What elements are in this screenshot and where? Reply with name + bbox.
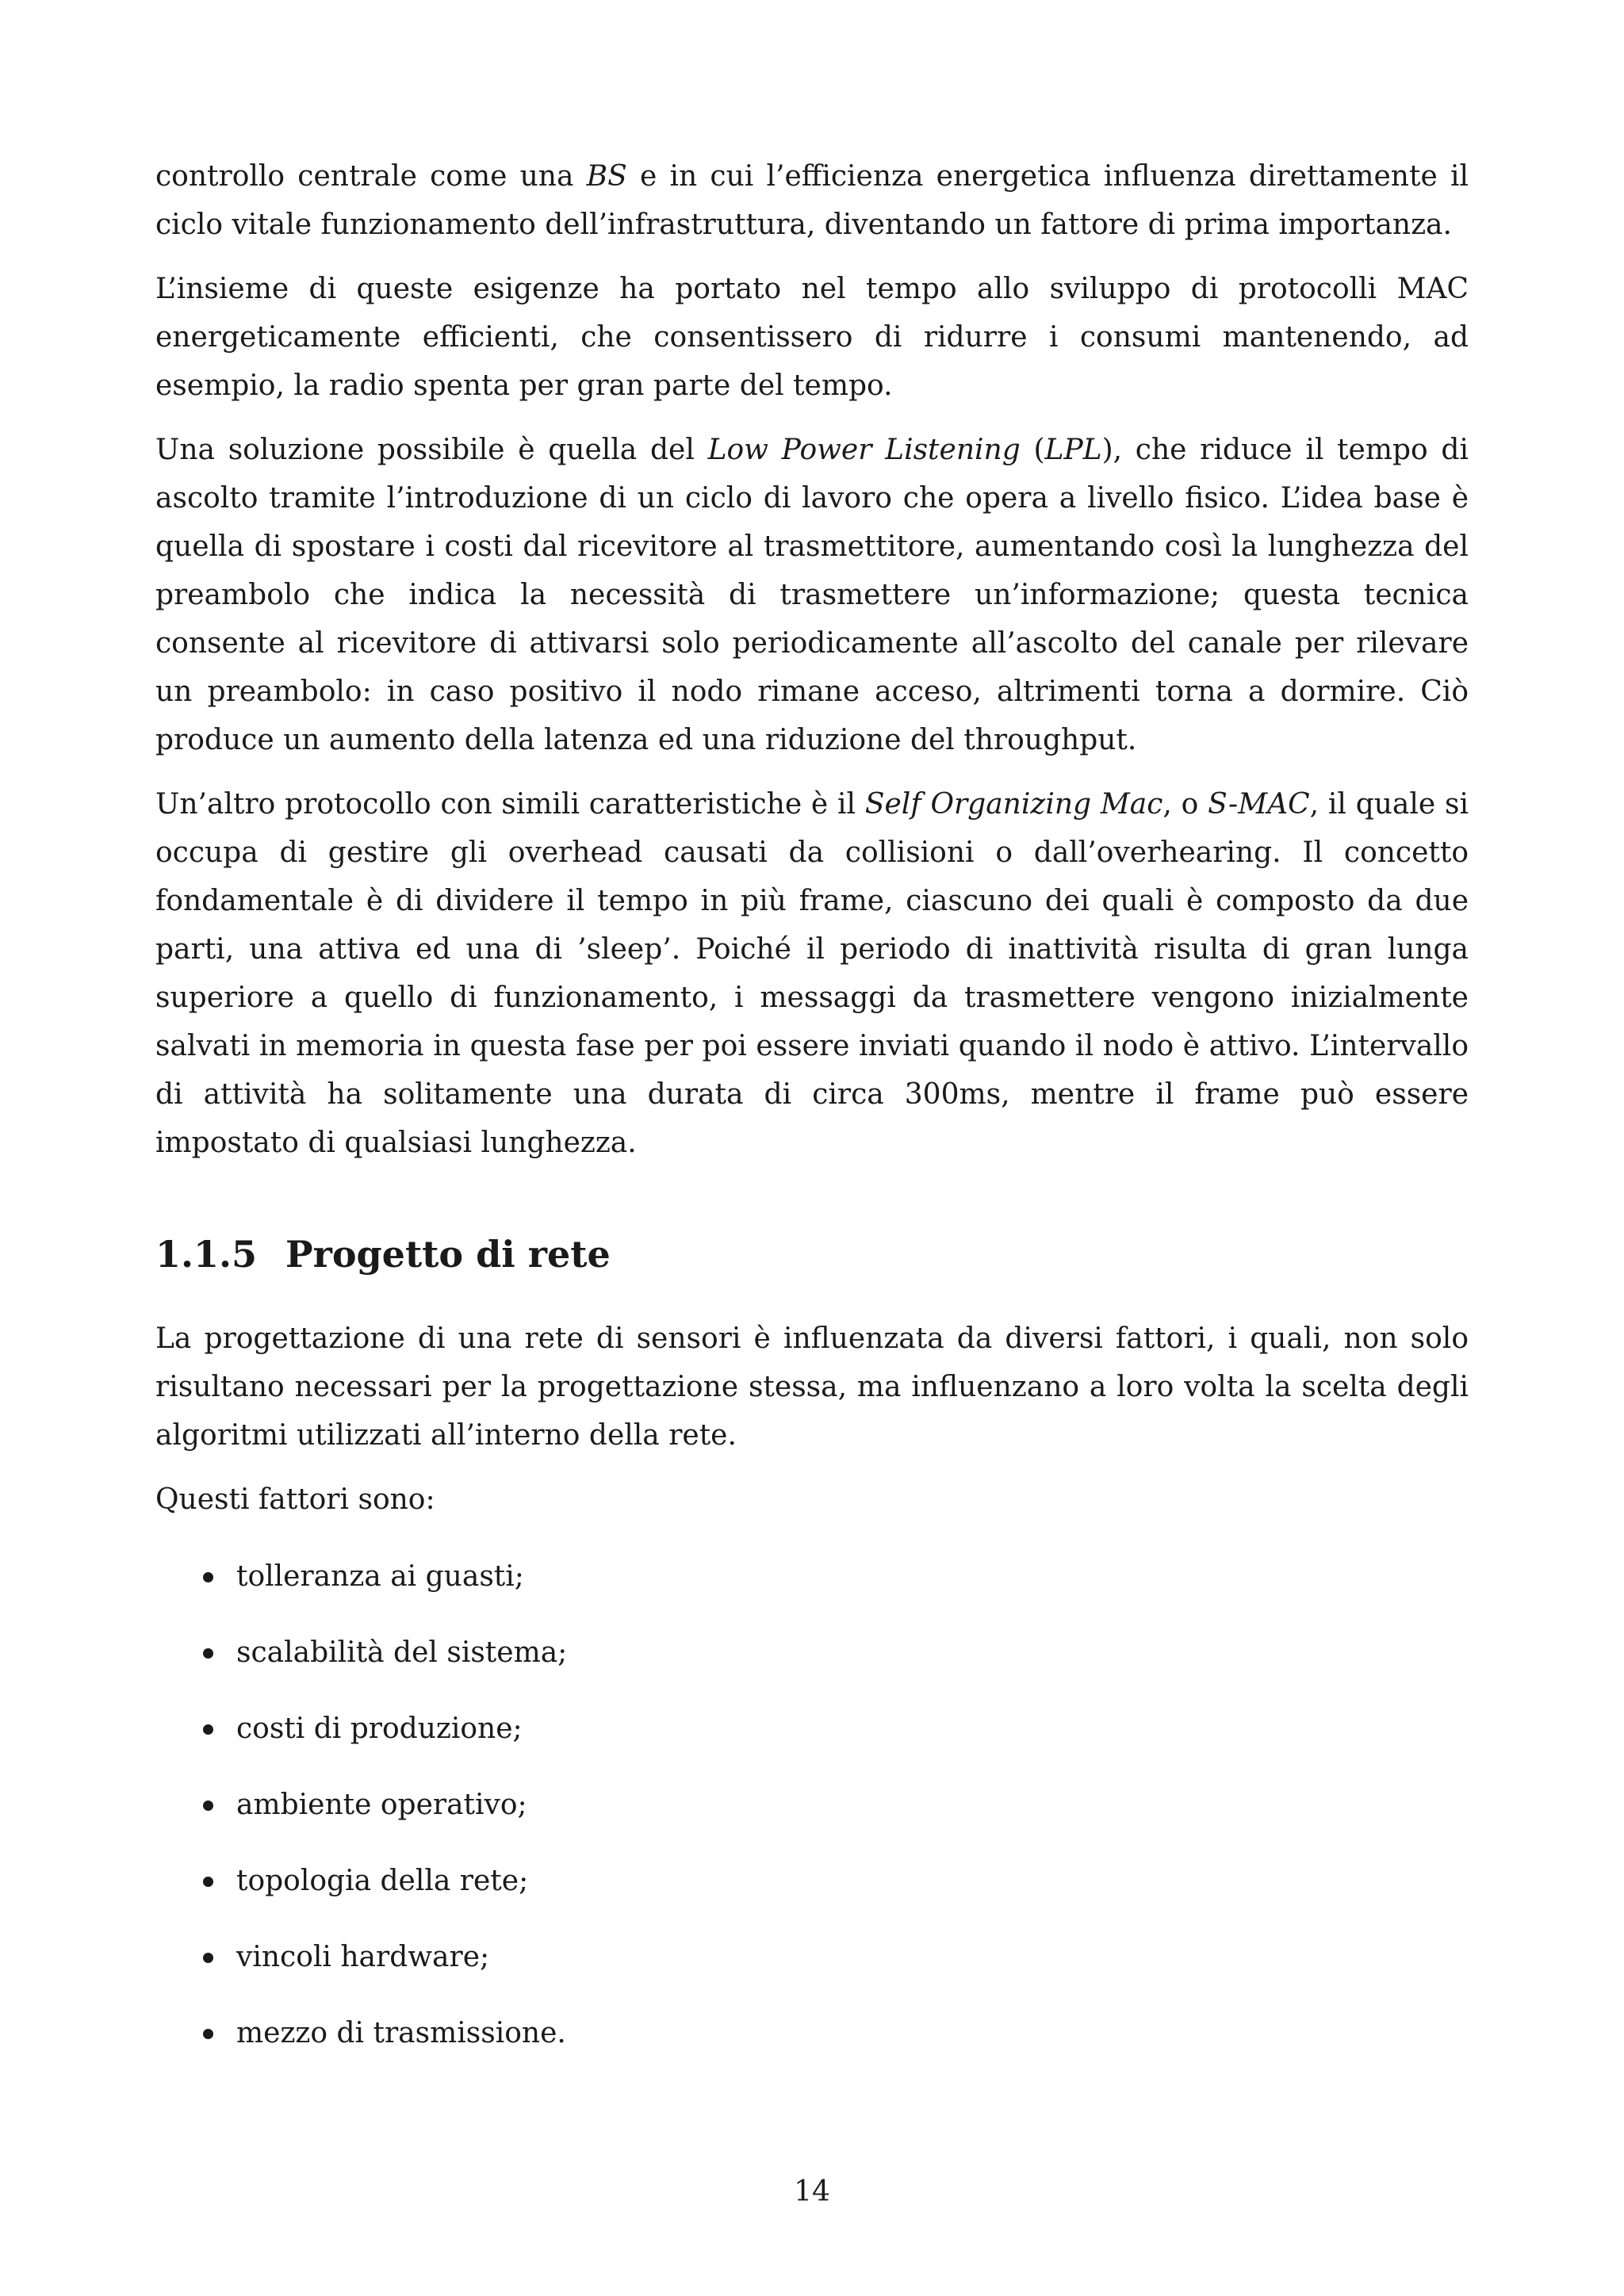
list-item [155,1628,1469,1677]
section-number: 1.1.5 [155,1233,258,1276]
list-item-text: ambiente operativo; [236,1789,527,1821]
list-item [155,1781,1469,1829]
list-item-text: mezzo di trasmissione. [236,2017,566,2049]
paragraph-mac-protocols [155,265,1469,410]
list-item [155,1857,1469,1905]
list-item [155,1933,1469,1981]
bullet-icon [203,2029,213,2039]
bullet-icon [203,1572,213,1582]
paragraph-lpl [155,426,1469,764]
text-run: , il quale si occupa di gestire gli overhead causati da collisioni o dall’overhearing. Il concetto fondamentale è di dividere il tempo in più frame, ciascuno dei quali è composto da due parti, una attiva ed una di ’sleep’. Poiché il periodo di inattività risulta di gran lunga superiore a quello di funzionamento, i messaggi da trasmettere vengono inizialmente salvati in memoria in questa fase per poi essere inviati quando il nodo è attivo. L’intervallo di attività ha solitamente una durata di circa 300ms, mentre il frame può essere impostato di qualsiasi lunghezza. [155,788,1469,1159]
section-title: Progetto di rete [285,1233,611,1276]
list-item-text: costi di produzione; [236,1712,523,1745]
italic-term-lpl: LPL [1044,434,1102,466]
page-number: 14 [794,2175,830,2208]
text-run: e in cui l’efficienza energetica influenza direttamente il ciclo vitale funzionamento dell’infrastruttura, diventando un fattore di prima importanza. [155,160,1469,241]
list-item-text: scalabilità del sistema; [236,1636,568,1669]
list-item [155,1552,1469,1601]
italic-term-bs: BS [586,160,627,193]
bullet-icon [203,1800,213,1811]
text-run: ( [1020,434,1045,466]
italic-term-smac: S-MAC [1208,788,1310,821]
bullet-icon [203,1877,213,1887]
bullet-icon [203,1953,213,1963]
bullet-icon [203,1648,213,1659]
text-run: ), che riduce il tempo di ascolto tramite l’introduzione di un ciclo di lavoro che opera a livello fisico. L’idea base è quella di spostare i costi dal ricevitore al trasmettitore, aumentando così la lunghezza del preambolo che indica la necessità di trasmettere un’informazione; questa tecnica consente al ricevitore di attivarsi solo periodicamente all’ascolto del canale per rilevare un preambolo: in caso positivo il nodo rimane acceso, altrimenti torna a dormire. Ciò produce un aumento della latenza ed una riduzione del throughput. [155,434,1469,756]
factors-list [155,1552,1469,2057]
text-run: controllo centrale come una [155,160,587,193]
section-heading [155,1230,1469,1278]
paragraph-bs-energy [155,152,1469,249]
text-run: L’insieme di queste esigenze ha portato nel tempo allo sviluppo di protocolli MAC energeticamente efficienti, che consentissero di ridurre i consumi mantenendo, ad esempio, la radio spenta per gran parte del tempo. [155,273,1469,402]
page-body [155,152,1469,2085]
list-item-text: vincoli hardware; [236,1941,490,1973]
list-item [155,2009,1469,2057]
paragraph-network-design: La progettazione di una rete di sensori è influenzata da diversi fattori, i quali, non solo risultano necessari per la progettazione stessa, ma influenzano a loro volta la scelta degli algoritmi utilizzati all’interno della rete. [155,1322,1469,1452]
italic-term-self-organizing-mac: Self Organizing Mac [864,788,1163,821]
list-item [155,1705,1469,1753]
list-item-text: topologia della rete; [236,1865,529,1897]
italic-term-low-power-listening: Low Power Listening [707,434,1021,466]
list-item-text: tolleranza ai guasti; [236,1560,524,1593]
paragraph-factors-intro: Questi fattori sono: [155,1483,435,1516]
bullet-icon [203,1724,213,1735]
text-run: , o [1162,788,1208,821]
paragraph-smac [155,780,1469,1167]
text-run: Una soluzione possibile è quella del [155,434,708,466]
text-run: Un’altro protocollo con simili caratteristiche è il [155,788,865,821]
